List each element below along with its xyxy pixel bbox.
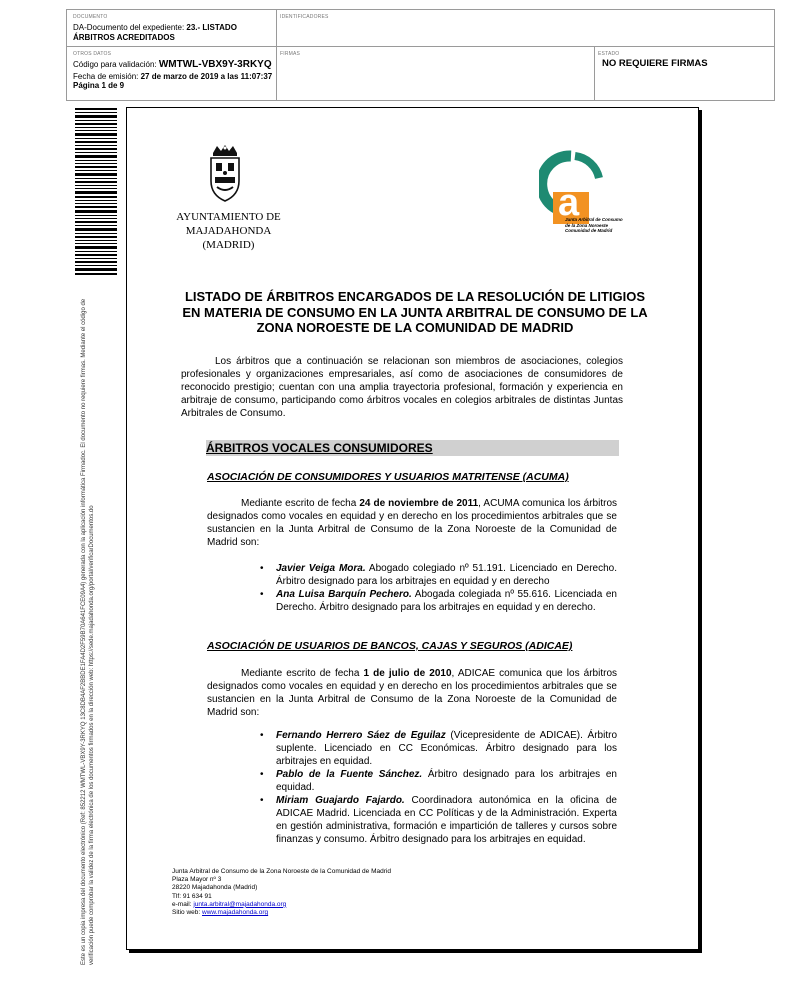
barcode-icon [75, 108, 117, 276]
website-link[interactable]: www.majadahonda.org [202, 909, 269, 917]
acuma-arbitros-list [258, 562, 617, 614]
side-text-line-2: verificación puede comprobar la validez de la firma electrónica de los documentos firmados en la dirección web: https://sede.majadahonda.org/portal/verificarDocumentos.do [89, 505, 95, 965]
page-footer: Junta Arbitral de Consumo de la Zona Noroeste de la Comunidad de Madrid Plaza Mayor nº 3 28220 Majadahonda (Madrid) Tlf: 91 634 91 e-mail: junta.arbitral@majadahonda.org Sitio web: www.majadahonda.org [172, 868, 391, 917]
junta-arbitral-logo [539, 150, 623, 242]
validation-code[interactable]: Código para validación: WMTWL-VBX9Y-3RKYQ [73, 59, 272, 70]
otros-datos-label: OTROS DATOS [73, 51, 112, 57]
document-header [66, 9, 775, 101]
list-item: • Miriam Guajardo Fajardo. Coordinadora autonómica en la oficina de ADICAE Madrid. Licenciada en CC Políticas y de la Administración. Experta en gestión administrativa, formación e impartición de talleres y cursos sobre finanzas y consumo. Árbitro designado para los arbitrajes en equidad. [260, 795, 617, 845]
page-count: Página 1 de 9 [73, 81, 125, 90]
coat-of-arms-icon [205, 143, 245, 205]
page-title: LISTADO DE ÁRBITROS ENCARGADOS DE LA RESOLUCIÓN DE LITIGIOS EN MATERIA DE CONSUMO EN LA JUNTA ARBITRAL DE CONSUMO DE LA ZONA NOROESTE DE LA COMUNIDAD DE MADRID [182, 289, 648, 335]
adicae-arbitros-list [258, 729, 617, 846]
documento-label: DOCUMENTO [73, 14, 108, 20]
firmas-label: FIRMAS [280, 51, 301, 57]
logo-letter: a [558, 182, 580, 224]
identificadores-label: IDENTIFICADORES [280, 14, 329, 20]
email-link[interactable]: junta.arbitral@majadahonda.org [193, 900, 287, 908]
list-item: • Javier Veiga Mora. Abogado colegiado nº 51.191. Licenciado en Derecho. Árbitro designado para los arbitrajes en equidad y en derecho [260, 563, 617, 587]
intro-paragraph: Los árbitros que a continuación se relacionan son miembros de asociaciones, colegios profesionales y organizaciones empresariales, así como de asociaciones de consumidores de reconocido prestigio; cuentan con una amplia trayectoria profesional, formación y experiencia en arbitraje de consumo, participando como árbitros vocales en colegios arbitrales de distintas Juntas Arbitrales de Consumo. [181, 356, 623, 419]
acuma-heading: ASOCIACIÓN DE CONSUMIDORES Y USUARIOS MATRITENSE (ACUMA) [207, 471, 569, 483]
adicae-paragraph: Mediante escrito de fecha 1 de julio de 2010, ADICAE comunica que los árbitros designados como vocales en equidad y en derecho en los procedimientos arbitrales que se sustancien en la Junta Arbitral de Consumo de la Zona Noroeste de la Comunidad de Madrid son: [207, 668, 617, 718]
section-heading: ÁRBITROS VOCALES CONSUMIDORES [206, 440, 619, 456]
adicae-heading: ASOCIACIÓN DE USUARIOS DE BANCOS, CAJAS Y SEGUROS (ADICAE) [207, 640, 573, 652]
logo-caption: Junta Arbitral de Consumo de la Zona Noroeste Comunidad de Madrid [565, 217, 623, 233]
acuma-paragraph: Mediante escrito de fecha 24 de noviembre de 2011, ACUMA comunica los árbitros designados como vocales en equidad y en derecho en los procedimientos arbitrales que se sustancien en la Junta Arbitral de Consumo de la Zona Noroeste de la Comunidad de Madrid son: [207, 498, 618, 548]
estado-label: ESTADO [598, 51, 620, 57]
fecha-emision: Fecha de emisión: 27 de marzo de 2019 a las 11:07:37 [73, 72, 273, 81]
list-item: • Fernando Herrero Sáez de Eguilaz (Vicepresidente de ADICAE). Árbitro suplente. Licenciado en CC Económicas. Árbitro designado para los arbitrajes en equidad. [260, 730, 618, 767]
list-item: • Pablo de la Fuente Sánchez. Árbitro designado para los arbitrajes en equidad. [260, 769, 617, 793]
list-item: • Ana Luisa Barquín Pechero. Abogada colegiada nº 55.616. Licenciada en Derecho. Árbitro designado para los arbitrajes en equidad y en derecho. [260, 589, 617, 613]
estado-value: NO REQUIERE FIRMAS [602, 58, 708, 69]
ayuntamiento-name: AYUNTAMIENTO DE MAJADAHONDA (MADRID) [176, 211, 281, 251]
side-text-line-1: Este es un copia impresa del documento electrónico (Ref: 852212 WMTWL-VBX9Y-3RKYQ 13C8DB4AF2BBDE1FA4D2F59B70A641FCE09A4) generada con la aplicación informática Firmadoc. El documento no requiere firmas. Mediante el código de [81, 298, 87, 965]
documento-value: DA-Documento del expediente: 23.- LISTADO ÁRBITROS ACREDITADOS [73, 23, 237, 42]
